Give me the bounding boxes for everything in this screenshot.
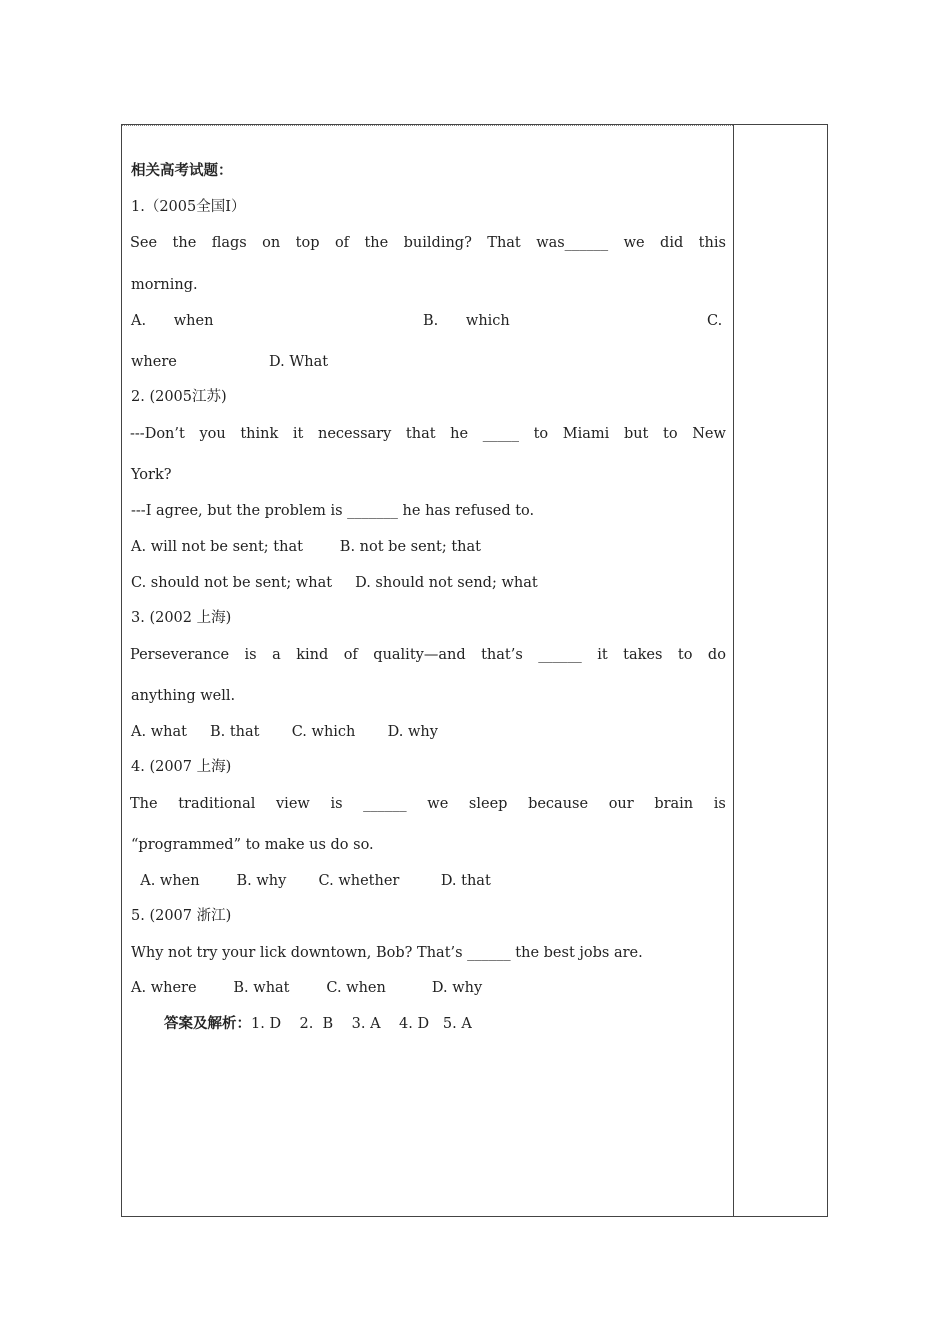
stem-word: we: [427, 796, 449, 812]
q2-stem-line2: York?: [131, 467, 172, 483]
stem-word: That: [487, 235, 521, 251]
stem-word: ______: [538, 647, 582, 663]
stem-word: kind: [296, 647, 329, 663]
stem-word: is: [713, 796, 726, 812]
stem-word: The: [130, 796, 158, 812]
stem-word: it: [597, 647, 608, 663]
stem-word: of: [343, 647, 358, 663]
stem-word: was______: [536, 235, 609, 251]
stem-word: on: [262, 235, 281, 251]
q2-options-line2: C. should not be sent; what D. should not send; what: [131, 575, 538, 591]
answers-line: [164, 1015, 472, 1033]
stem-word: traditional: [178, 796, 256, 812]
stem-word: to: [677, 647, 693, 663]
answers-label: 答案及解析：: [164, 1015, 251, 1032]
q3-stem-line2: anything well.: [131, 688, 236, 704]
q4-stem-line1: [130, 795, 726, 813]
stem-word: but: [623, 426, 649, 442]
stem-word: view: [275, 796, 310, 812]
stem-word: this: [698, 235, 726, 251]
q2-options-line1: A. will not be sent; that B. not be sent; that: [131, 539, 481, 555]
stem-word: because: [528, 796, 589, 812]
q2-stem-line1: [130, 425, 726, 443]
stem-word: to: [533, 426, 549, 442]
stem-word: he: [450, 426, 469, 442]
stem-word: top: [295, 235, 320, 251]
stem-word: to: [663, 426, 678, 442]
stem-word: it: [292, 426, 304, 442]
q5-stem: Why not try your lick downtown, Bob? That’s ______ the best jobs are.: [131, 945, 643, 961]
q1-header: 1.（2005全国Ⅰ）: [131, 199, 246, 215]
stem-word: takes: [623, 647, 663, 663]
answers-text: 1. D 2. B 3. A 4. D 5. A: [251, 1016, 472, 1032]
stem-word: is: [244, 647, 257, 663]
stem-word: brain: [654, 796, 694, 812]
stem-word: is: [330, 796, 343, 812]
stem-word: quality—and: [373, 647, 466, 663]
stem-word: we: [623, 235, 645, 251]
q4-stem-line2: “programmed” to make us do so.: [131, 837, 374, 853]
q3-stem-line1: [130, 646, 726, 664]
stem-word: did: [660, 235, 684, 251]
table-frame: [121, 124, 828, 1217]
stem-word: building?: [403, 235, 472, 251]
q1-options-line: where D. What: [131, 354, 329, 370]
column-divider: [733, 125, 734, 1216]
stem-word: necessary: [318, 426, 392, 442]
stem-word: of: [334, 235, 350, 251]
q1-stem-line2: morning.: [131, 277, 198, 293]
stem-word: the: [172, 235, 197, 251]
stem-word: do: [707, 647, 726, 663]
stem-word: See: [130, 235, 158, 251]
stem-word: Perseverance: [130, 647, 230, 663]
stem-word: Miami: [562, 426, 610, 442]
q2-stem-line3: ---I agree, but the problem is _______ he has refused to.: [131, 503, 535, 519]
q2-header: 2. (2005江苏): [131, 389, 227, 405]
q5-header: 5. (2007 浙江): [131, 908, 232, 924]
stem-word: that’s: [481, 647, 523, 663]
stem-word: a: [272, 647, 281, 663]
stem-word: that: [405, 426, 436, 442]
stem-word: _____: [482, 426, 519, 442]
stem-word: ______: [363, 796, 407, 812]
stem-word: ---Don’t: [130, 426, 185, 442]
q1-option-a: A. when: [131, 313, 214, 329]
q4-options: A. when B. why C. whether D. that: [131, 873, 491, 889]
q5-options: A. where B. what C. when D. why: [131, 980, 483, 996]
stem-word: flags: [211, 235, 247, 251]
q1-stem-line1: [130, 234, 726, 252]
stem-word: think: [240, 426, 279, 442]
q3-options: A. what B. that C. which D. why: [131, 724, 438, 740]
section-title: 相关高考试题：: [131, 162, 233, 179]
stem-word: sleep: [468, 796, 508, 812]
q1-option-c: C.: [707, 313, 723, 329]
stem-word: you: [199, 426, 226, 442]
q3-header: 3. (2002 上海): [131, 610, 232, 626]
stem-word: the: [364, 235, 389, 251]
q1-option-b: B. which: [423, 313, 510, 329]
top-dotted-border: [122, 125, 733, 126]
stem-word: New: [692, 426, 726, 442]
stem-word: our: [608, 796, 634, 812]
q4-header: 4. (2007 上海): [131, 759, 232, 775]
